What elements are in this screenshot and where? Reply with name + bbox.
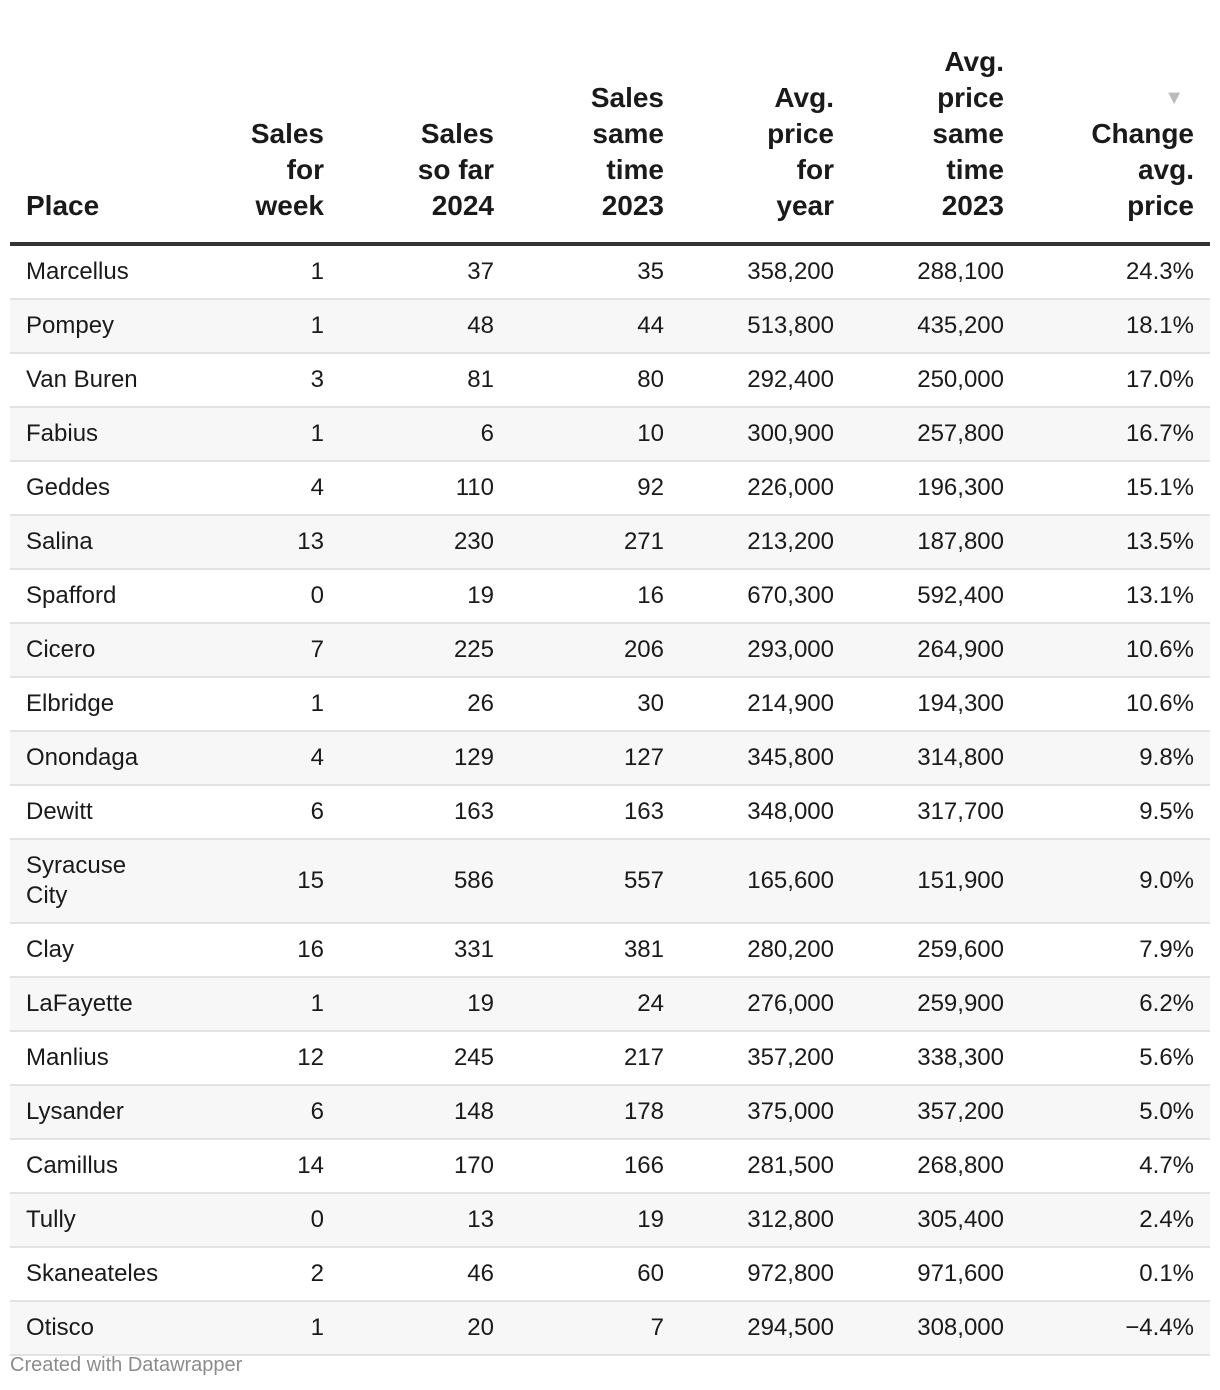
- cell-place: Spafford: [10, 569, 170, 623]
- cell-sales-2024: 81: [340, 353, 510, 407]
- cell-sales-2024: 148: [340, 1085, 510, 1139]
- cell-sales-2024: 48: [340, 299, 510, 353]
- cell-change: −4.4%: [1020, 1301, 1210, 1355]
- cell-avg-year: 513,800: [680, 299, 850, 353]
- cell-sales-week: 16: [170, 923, 340, 977]
- cell-sales-2024: 19: [340, 569, 510, 623]
- cell-sales-2023: 44: [510, 299, 680, 353]
- cell-avg-year: 357,200: [680, 1031, 850, 1085]
- cell-sales-week: 1: [170, 677, 340, 731]
- cell-avg-2023: 592,400: [850, 569, 1020, 623]
- cell-sales-2023: 7: [510, 1301, 680, 1355]
- cell-sales-2023: 163: [510, 785, 680, 839]
- cell-avg-year: 358,200: [680, 244, 850, 299]
- cell-change: 17.0%: [1020, 353, 1210, 407]
- cell-sales-2024: 6: [340, 407, 510, 461]
- cell-change: 13.1%: [1020, 569, 1210, 623]
- cell-change: 4.7%: [1020, 1139, 1210, 1193]
- cell-sales-2024: 13: [340, 1193, 510, 1247]
- cell-sales-week: 4: [170, 731, 340, 785]
- column-header-change[interactable]: ▼ Change avg. price: [1020, 0, 1210, 244]
- sort-descending-icon[interactable]: ▼: [1164, 87, 1184, 109]
- cell-sales-2024: 46: [340, 1247, 510, 1301]
- cell-avg-2023: 250,000: [850, 353, 1020, 407]
- cell-avg-year: 276,000: [680, 977, 850, 1031]
- cell-avg-year: 281,500: [680, 1139, 850, 1193]
- cell-sales-2024: 37: [340, 244, 510, 299]
- cell-sales-2023: 35: [510, 244, 680, 299]
- cell-place: Syracuse City: [10, 839, 170, 923]
- table-row: [10, 244, 1210, 299]
- cell-sales-week: 0: [170, 1193, 340, 1247]
- cell-sales-2023: 30: [510, 677, 680, 731]
- cell-avg-2023: 435,200: [850, 299, 1020, 353]
- table-row: [10, 677, 1210, 731]
- table-row: [10, 299, 1210, 353]
- table-row: [10, 923, 1210, 977]
- cell-sales-week: 6: [170, 1085, 340, 1139]
- cell-place: Geddes: [10, 461, 170, 515]
- cell-place: Clay: [10, 923, 170, 977]
- cell-avg-year: 294,500: [680, 1301, 850, 1355]
- cell-place: Pompey: [10, 299, 170, 353]
- cell-sales-2024: 110: [340, 461, 510, 515]
- cell-sales-2023: 206: [510, 623, 680, 677]
- cell-sales-2023: 10: [510, 407, 680, 461]
- cell-change: 10.6%: [1020, 623, 1210, 677]
- table-row: [10, 731, 1210, 785]
- cell-avg-2023: 259,600: [850, 923, 1020, 977]
- footer-credit: Created with Datawrapper: [10, 1354, 243, 1376]
- cell-avg-2023: 264,900: [850, 623, 1020, 677]
- cell-change: 10.6%: [1020, 677, 1210, 731]
- cell-place: Camillus: [10, 1139, 170, 1193]
- cell-avg-2023: 187,800: [850, 515, 1020, 569]
- cell-avg-year: 213,200: [680, 515, 850, 569]
- cell-avg-2023: 357,200: [850, 1085, 1020, 1139]
- cell-place: Tully: [10, 1193, 170, 1247]
- column-header-sales-week[interactable]: Sales for week: [170, 0, 340, 244]
- cell-avg-year: 348,000: [680, 785, 850, 839]
- cell-sales-week: 12: [170, 1031, 340, 1085]
- cell-place: Skaneateles: [10, 1247, 170, 1301]
- cell-avg-2023: 314,800: [850, 731, 1020, 785]
- cell-avg-year: 670,300: [680, 569, 850, 623]
- column-header-sales-2023[interactable]: Sales same time 2023: [510, 0, 680, 244]
- cell-avg-2023: 338,300: [850, 1031, 1020, 1085]
- table-row: [10, 785, 1210, 839]
- cell-change: 15.1%: [1020, 461, 1210, 515]
- cell-change: 24.3%: [1020, 244, 1210, 299]
- cell-sales-2024: 331: [340, 923, 510, 977]
- table-row: [10, 353, 1210, 407]
- cell-place: Cicero: [10, 623, 170, 677]
- cell-avg-2023: 151,900: [850, 839, 1020, 923]
- table-row: [10, 569, 1210, 623]
- cell-avg-2023: 259,900: [850, 977, 1020, 1031]
- cell-sales-2023: 271: [510, 515, 680, 569]
- cell-sales-week: 1: [170, 1301, 340, 1355]
- cell-sales-2024: 225: [340, 623, 510, 677]
- cell-avg-year: 280,200: [680, 923, 850, 977]
- cell-sales-week: 2: [170, 1247, 340, 1301]
- cell-change: 16.7%: [1020, 407, 1210, 461]
- cell-avg-year: 165,600: [680, 839, 850, 923]
- cell-sales-2024: 586: [340, 839, 510, 923]
- cell-place: Van Buren: [10, 353, 170, 407]
- cell-sales-week: 1: [170, 299, 340, 353]
- table-row: [10, 407, 1210, 461]
- cell-change: 9.0%: [1020, 839, 1210, 923]
- table-row: [10, 1193, 1210, 1247]
- data-table: [10, 0, 1210, 1356]
- cell-avg-year: 300,900: [680, 407, 850, 461]
- table-row: [10, 1085, 1210, 1139]
- cell-sales-week: 14: [170, 1139, 340, 1193]
- cell-avg-year: 226,000: [680, 461, 850, 515]
- cell-place: Fabius: [10, 407, 170, 461]
- cell-sales-week: 1: [170, 407, 340, 461]
- cell-change: 13.5%: [1020, 515, 1210, 569]
- cell-avg-year: 292,400: [680, 353, 850, 407]
- cell-avg-2023: 288,100: [850, 244, 1020, 299]
- cell-change: 5.6%: [1020, 1031, 1210, 1085]
- cell-change: 18.1%: [1020, 299, 1210, 353]
- cell-sales-2023: 166: [510, 1139, 680, 1193]
- cell-change: 9.5%: [1020, 785, 1210, 839]
- cell-change: 2.4%: [1020, 1193, 1210, 1247]
- cell-sales-2023: 178: [510, 1085, 680, 1139]
- table-row: [10, 461, 1210, 515]
- cell-place: Salina: [10, 515, 170, 569]
- cell-avg-year: 345,800: [680, 731, 850, 785]
- cell-avg-2023: 971,600: [850, 1247, 1020, 1301]
- cell-sales-week: 1: [170, 977, 340, 1031]
- cell-place: Otisco: [10, 1301, 170, 1355]
- cell-avg-year: 375,000: [680, 1085, 850, 1139]
- cell-sales-2024: 129: [340, 731, 510, 785]
- column-header-avg-year[interactable]: Avg. price for year: [680, 0, 850, 244]
- cell-place: Dewitt: [10, 785, 170, 839]
- cell-place: LaFayette: [10, 977, 170, 1031]
- cell-avg-2023: 194,300: [850, 677, 1020, 731]
- cell-place: Lysander: [10, 1085, 170, 1139]
- table-row: [10, 839, 1210, 923]
- table-row: [10, 623, 1210, 677]
- cell-sales-2023: 19: [510, 1193, 680, 1247]
- column-header-place[interactable]: Place: [10, 0, 170, 244]
- cell-change: 0.1%: [1020, 1247, 1210, 1301]
- table-container: [10, 0, 1210, 1356]
- cell-sales-week: 7: [170, 623, 340, 677]
- cell-place: Manlius: [10, 1031, 170, 1085]
- cell-sales-2024: 230: [340, 515, 510, 569]
- cell-sales-2023: 24: [510, 977, 680, 1031]
- cell-sales-2024: 245: [340, 1031, 510, 1085]
- table-row: [10, 977, 1210, 1031]
- cell-sales-2024: 26: [340, 677, 510, 731]
- cell-avg-2023: 196,300: [850, 461, 1020, 515]
- cell-sales-2023: 127: [510, 731, 680, 785]
- table-row: [10, 1247, 1210, 1301]
- cell-sales-week: 1: [170, 244, 340, 299]
- cell-avg-2023: 268,800: [850, 1139, 1020, 1193]
- cell-place: Marcellus: [10, 244, 170, 299]
- cell-place: Onondaga: [10, 731, 170, 785]
- column-header-sales-2024[interactable]: Sales so far 2024: [340, 0, 510, 244]
- table-row: [10, 1031, 1210, 1085]
- table-row: [10, 1139, 1210, 1193]
- cell-sales-2023: 92: [510, 461, 680, 515]
- cell-change: 5.0%: [1020, 1085, 1210, 1139]
- cell-avg-year: 972,800: [680, 1247, 850, 1301]
- cell-avg-2023: 257,800: [850, 407, 1020, 461]
- cell-sales-2024: 20: [340, 1301, 510, 1355]
- cell-sales-week: 3: [170, 353, 340, 407]
- table-header: [10, 0, 1210, 244]
- cell-avg-2023: 305,400: [850, 1193, 1020, 1247]
- cell-change: 7.9%: [1020, 923, 1210, 977]
- cell-sales-2023: 557: [510, 839, 680, 923]
- table-row: [10, 1301, 1210, 1355]
- cell-sales-2024: 170: [340, 1139, 510, 1193]
- cell-avg-year: 293,000: [680, 623, 850, 677]
- cell-sales-2024: 19: [340, 977, 510, 1031]
- cell-avg-year: 312,800: [680, 1193, 850, 1247]
- cell-change: 6.2%: [1020, 977, 1210, 1031]
- cell-avg-2023: 308,000: [850, 1301, 1020, 1355]
- table-row: [10, 515, 1210, 569]
- cell-sales-2023: 217: [510, 1031, 680, 1085]
- cell-sales-2024: 163: [340, 785, 510, 839]
- cell-place: Elbridge: [10, 677, 170, 731]
- cell-sales-week: 15: [170, 839, 340, 923]
- cell-change: 9.8%: [1020, 731, 1210, 785]
- cell-sales-2023: 16: [510, 569, 680, 623]
- cell-sales-week: 13: [170, 515, 340, 569]
- cell-sales-week: 6: [170, 785, 340, 839]
- cell-avg-2023: 317,700: [850, 785, 1020, 839]
- cell-sales-2023: 381: [510, 923, 680, 977]
- cell-avg-year: 214,900: [680, 677, 850, 731]
- cell-sales-2023: 60: [510, 1247, 680, 1301]
- cell-sales-2023: 80: [510, 353, 680, 407]
- cell-sales-week: 0: [170, 569, 340, 623]
- column-header-avg-2023[interactable]: Avg. price same time 2023: [850, 0, 1020, 244]
- cell-sales-week: 4: [170, 461, 340, 515]
- table-body: [10, 244, 1210, 1355]
